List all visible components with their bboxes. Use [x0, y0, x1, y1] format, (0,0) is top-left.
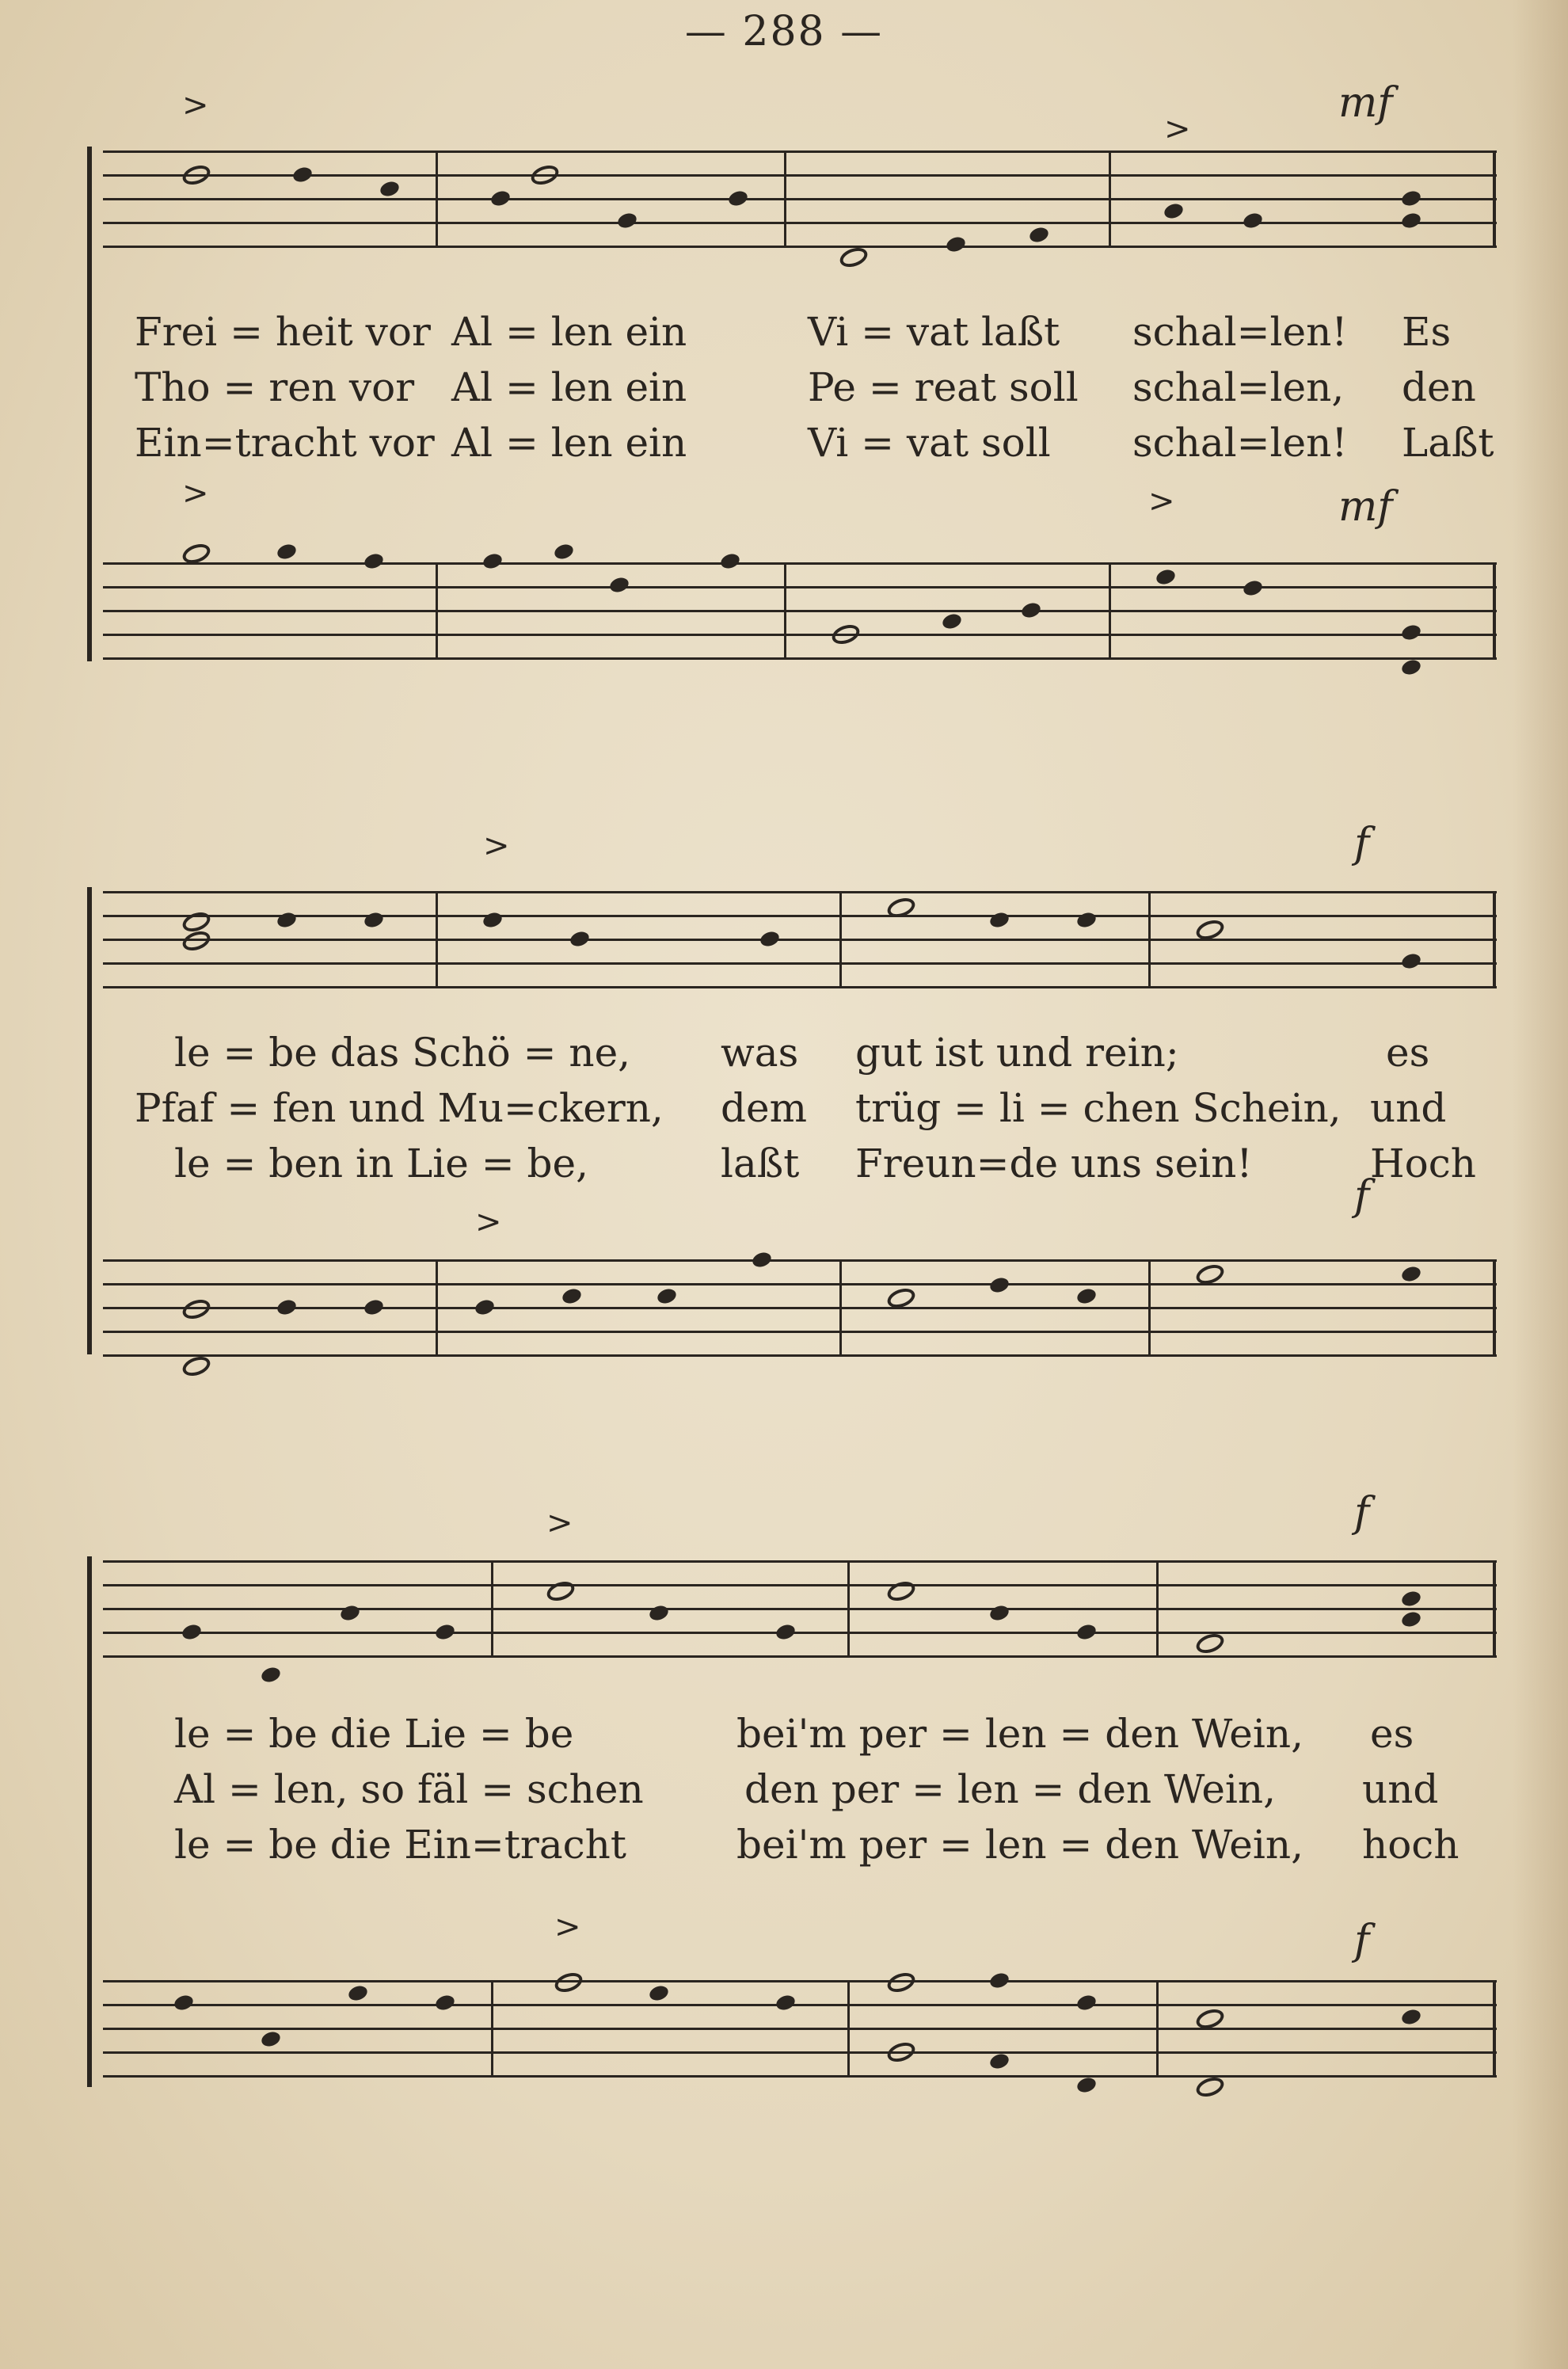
- lyric-text: den: [1402, 364, 1476, 410]
- accent-mark: >: [546, 1505, 573, 1541]
- system-1-lyric-verse-3: [135, 420, 1494, 475]
- lyric-text: Frei = heit vor: [135, 309, 431, 355]
- system-2-lower-staff: [103, 1172, 1497, 1354]
- lyric-text: dem: [721, 1085, 808, 1131]
- note: [616, 211, 638, 230]
- accent-mark: >: [1164, 111, 1191, 147]
- note: [988, 1603, 1010, 1622]
- lyric-text: Ein=tracht vor: [135, 420, 435, 466]
- lyric-text: trüg = li = chen Schein,: [855, 1085, 1342, 1131]
- note: [363, 910, 385, 929]
- lyric-text: le = be das Schö = ne,: [174, 1030, 631, 1076]
- note: [180, 162, 212, 189]
- lyric-text: und: [1362, 1766, 1439, 1812]
- lyric-text: Vi = vat soll: [808, 420, 1051, 466]
- note: [1075, 1286, 1098, 1305]
- note: [885, 1579, 917, 1605]
- note: [988, 1275, 1010, 1294]
- lyric-text: schal=len!: [1132, 309, 1348, 355]
- note: [1075, 1993, 1098, 2012]
- accent-mark: >: [475, 1204, 502, 1240]
- note: [759, 929, 781, 948]
- note: [561, 1286, 583, 1305]
- note: [180, 928, 212, 954]
- note: [260, 2029, 282, 2048]
- system-1-upper-staff: [103, 79, 1497, 246]
- note: [727, 189, 749, 208]
- page-number: — 288 —: [684, 8, 884, 55]
- system-3-lyric-verse-1: [135, 1711, 1481, 1766]
- note: [544, 1579, 577, 1605]
- system-1-lower-staff: [103, 475, 1497, 657]
- lyric-text: Hoch: [1370, 1141, 1476, 1186]
- note: [181, 1622, 203, 1641]
- note: [489, 189, 512, 208]
- note: [379, 179, 401, 198]
- lyric-text: und: [1370, 1085, 1447, 1131]
- note: [1242, 211, 1264, 230]
- note: [363, 1297, 385, 1316]
- note: [1400, 623, 1422, 642]
- lyric-text: Vi = vat laßt: [808, 309, 1060, 355]
- lyric-text: gut ist und rein;: [855, 1030, 1179, 1076]
- lyric-text: Al = len ein: [451, 420, 687, 466]
- note: [347, 1983, 369, 2002]
- note: [569, 929, 591, 948]
- paper-edge-shadow: [1513, 0, 1568, 2369]
- lyric-text: schal=len!: [1132, 420, 1348, 466]
- note: [276, 910, 298, 929]
- note: [608, 575, 630, 594]
- note: [1242, 578, 1264, 597]
- lyric-text: schal=len,: [1132, 364, 1345, 410]
- note: [1020, 600, 1042, 619]
- lyric-text: bei'm per = len = den Wein,: [736, 1822, 1303, 1868]
- note: [291, 165, 314, 184]
- note: [1400, 2007, 1422, 2026]
- system-1-lyric-verse-1: [135, 309, 1481, 364]
- note: [1400, 1589, 1422, 1608]
- note: [648, 1603, 670, 1622]
- system-1-lyric-verse-2: [135, 364, 1481, 420]
- lyric-text: le = be die Ein=tracht: [174, 1822, 626, 1868]
- note: [988, 2051, 1010, 2070]
- note: [774, 1993, 797, 2012]
- lyric-text: Laßt: [1402, 420, 1494, 466]
- accent-mark: >: [182, 87, 209, 124]
- lyric-text: le = be die Lie = be: [174, 1711, 574, 1757]
- dynamic-marking: mf: [1338, 79, 1393, 127]
- note: [1163, 201, 1185, 220]
- dynamic-marking: f: [1354, 1917, 1370, 1964]
- system-3-brace: [87, 1556, 105, 2087]
- lyric-text: Tho = ren vor: [135, 364, 415, 410]
- note: [180, 1297, 212, 1323]
- system-2-lyric-verse-2: [135, 1085, 1481, 1141]
- accent-mark: >: [554, 1909, 581, 1945]
- system-3-lyric-verse-2: [135, 1766, 1481, 1822]
- note: [474, 1297, 496, 1316]
- system-2-upper-staff: [103, 820, 1497, 986]
- note: [1028, 225, 1050, 244]
- lyric-text: bei'm per = len = den Wein,: [736, 1711, 1303, 1757]
- system-1-brace: [87, 147, 105, 661]
- note: [648, 1983, 670, 2002]
- dynamic-marking: f: [1354, 1172, 1370, 1220]
- lyric-text: es: [1386, 1030, 1430, 1076]
- system-2-brace: [87, 887, 105, 1354]
- lyric-text: Al = len ein: [451, 364, 687, 410]
- note: [481, 910, 504, 929]
- note: [528, 162, 561, 189]
- system-2-lyric-verse-1: [135, 1030, 1481, 1085]
- dynamic-marking: f: [1354, 820, 1370, 867]
- note: [1075, 1622, 1098, 1641]
- note: [1193, 1631, 1226, 1657]
- note: [173, 1993, 195, 2012]
- lyric-text: hoch: [1362, 1822, 1460, 1868]
- dynamic-marking: mf: [1338, 483, 1393, 531]
- note: [1155, 567, 1177, 586]
- note: [941, 611, 963, 630]
- lyric-text: Pe = reat soll: [808, 364, 1079, 410]
- lyric-text: Al = len ein: [451, 309, 687, 355]
- note: [885, 2040, 917, 2066]
- note: [656, 1286, 678, 1305]
- lyric-text: le = ben in Lie = be,: [174, 1141, 588, 1186]
- note: [434, 1993, 456, 2012]
- lyric-text: Freun=de uns sein!: [855, 1141, 1253, 1186]
- note: [434, 1622, 456, 1641]
- lyric-text: es: [1370, 1711, 1414, 1757]
- system-2-lyric-verse-3: [135, 1141, 1481, 1196]
- system-3-lower-staff: [103, 1909, 1497, 2075]
- note: [988, 910, 1010, 929]
- note: [1400, 211, 1422, 230]
- note: [1400, 189, 1422, 208]
- note: [829, 622, 862, 648]
- lyric-text: den per = len = den Wein,: [744, 1766, 1277, 1812]
- system-3-upper-staff: [103, 1489, 1497, 1655]
- accent-mark: >: [182, 475, 209, 512]
- lyric-text: was: [721, 1030, 799, 1076]
- note: [1400, 951, 1422, 970]
- note: [1400, 1264, 1422, 1283]
- note: [339, 1603, 361, 1622]
- accent-mark: >: [1148, 483, 1175, 520]
- accent-mark: >: [483, 828, 510, 864]
- note: [276, 1297, 298, 1316]
- note: [774, 1622, 797, 1641]
- note: [1075, 910, 1098, 929]
- note: [1400, 1609, 1422, 1628]
- lyric-text: Pfaf = fen und Mu=ckern,: [135, 1085, 664, 1131]
- lyric-text: Es: [1402, 309, 1452, 355]
- system-3-lyric-verse-3: [135, 1822, 1481, 1877]
- lyric-text: Al = len, so fäl = schen: [174, 1766, 644, 1812]
- dynamic-marking: f: [1354, 1489, 1370, 1537]
- lyric-text: laßt: [721, 1141, 800, 1186]
